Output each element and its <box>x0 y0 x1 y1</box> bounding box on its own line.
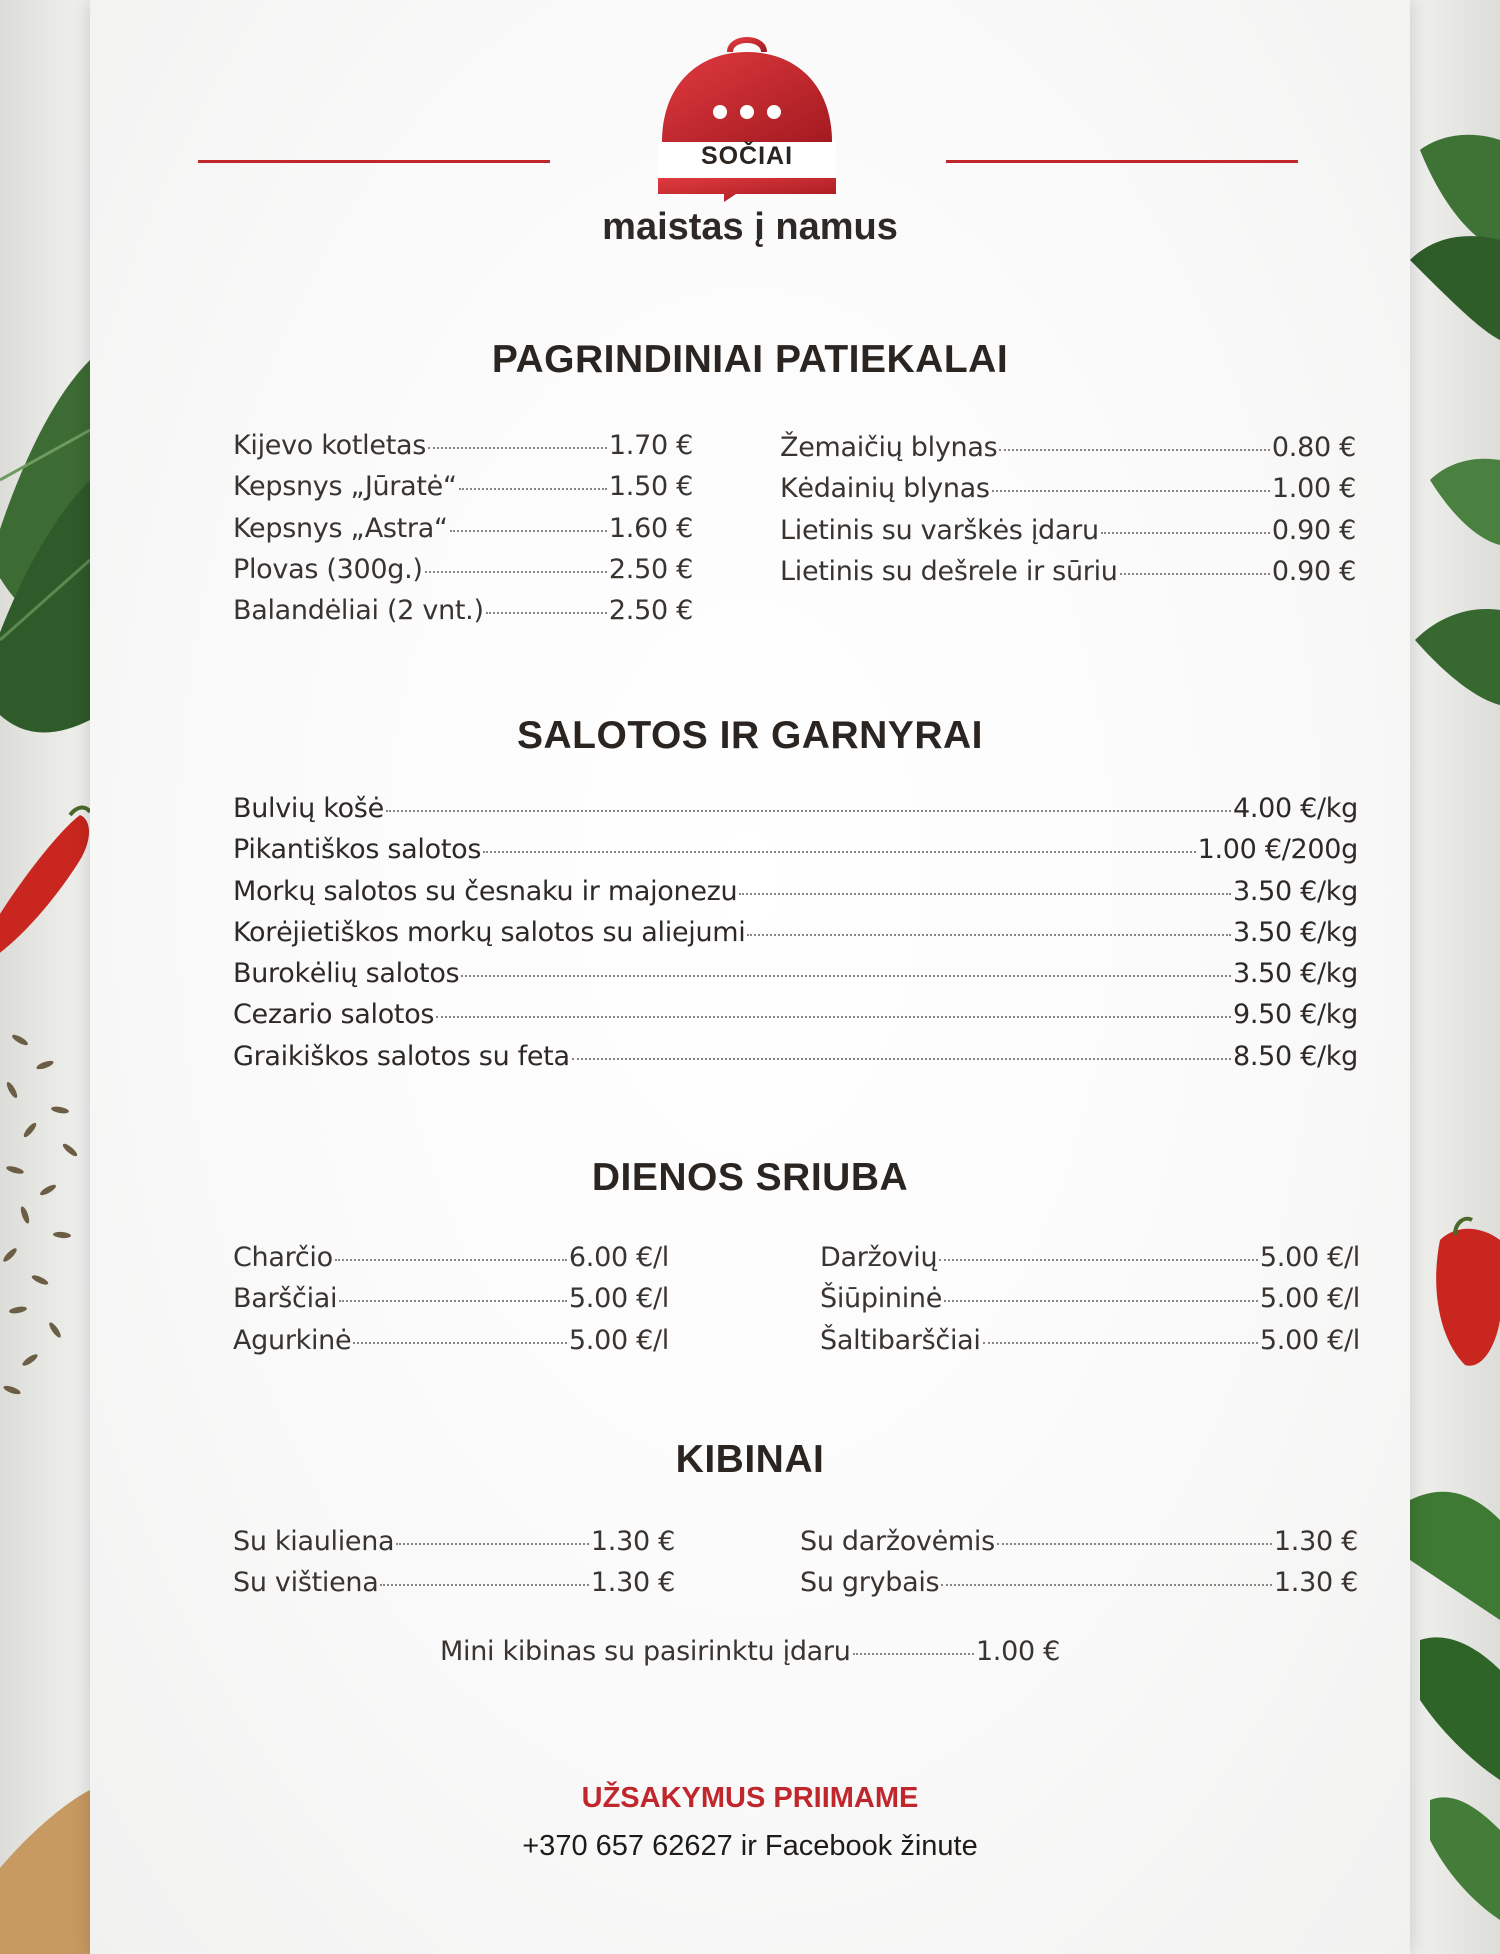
order-title: UŽSAKYMUS PRIIMAME <box>581 1782 919 1814</box>
item-price: 5.00 €/l <box>1259 1324 1360 1356</box>
item-name: Bulvių košė <box>233 793 384 824</box>
logo <box>658 30 836 202</box>
item-name: Su daržovėmis <box>800 1526 995 1557</box>
item-price: 6.00 €/l <box>568 1242 669 1273</box>
item-name: Morkų salotos su česnaku ir majonezu <box>233 875 738 907</box>
dot-leader <box>380 1584 588 1586</box>
item-price: 3.50 €/kg <box>1232 875 1358 907</box>
section-title-salads: SALOTOS IR GARNYRAI <box>517 714 983 757</box>
item-name: Žemaičių blynas <box>780 432 998 463</box>
dot-leader <box>461 975 1231 977</box>
item-price: 2.50 € <box>608 553 693 585</box>
menu-item <box>780 432 1356 473</box>
menu-item <box>233 1567 675 1608</box>
dot-leader <box>335 1259 567 1261</box>
dot-leader <box>353 1342 567 1344</box>
soups-right-column <box>820 1242 1360 1366</box>
menu-item <box>233 595 693 636</box>
section-title-kibinai: KIBINAI <box>675 1438 825 1481</box>
dot-leader <box>486 612 607 614</box>
item-price: 1.30 € <box>1273 1567 1358 1599</box>
header-rule-left <box>198 160 550 163</box>
menu-page <box>90 0 1410 1954</box>
item-name: Mini kibinas su pasirinktu įdaru <box>440 1636 851 1667</box>
menu-item <box>233 1325 669 1366</box>
menu-item <box>233 958 1358 999</box>
dot-leader <box>999 449 1270 451</box>
menu-item <box>233 999 1358 1040</box>
item-name: Plovas (300g.) <box>233 553 423 585</box>
salads-list <box>233 793 1358 1082</box>
menu-item <box>780 556 1356 597</box>
item-price: 0.90 € <box>1271 555 1356 587</box>
item-name: Su kiauliena <box>233 1526 395 1557</box>
dot-leader <box>939 1259 1258 1261</box>
dot-leader <box>1101 532 1270 534</box>
dot-leader <box>450 530 607 532</box>
item-name: Su vištiena <box>233 1567 379 1599</box>
dot-leader <box>425 571 607 573</box>
kibinai-mini-row <box>440 1636 1060 1677</box>
dot-leader <box>853 1653 974 1655</box>
menu-item <box>780 515 1356 556</box>
dot-leader <box>436 1016 1231 1018</box>
menu-item <box>440 1636 1060 1677</box>
item-name: Korėjietiškos morkų salotos su aliejumi <box>233 916 746 948</box>
cloche-icon <box>658 30 836 202</box>
menu-item <box>233 876 1358 917</box>
dot-leader <box>483 851 1196 853</box>
menu-item <box>233 471 693 512</box>
menu-item <box>800 1567 1358 1608</box>
item-name: Lietinis su varškės įdaru <box>780 514 1099 546</box>
item-name: Kepsnys „Jūratė“ <box>233 471 457 503</box>
item-name: Burokėlių salotos <box>233 958 460 990</box>
dot-leader <box>396 1543 589 1545</box>
item-price: 1.30 € <box>1273 1526 1358 1557</box>
section-title-main-dishes: PAGRINDINIAI PATIEKALAI <box>491 338 1009 381</box>
menu-item <box>233 1283 669 1324</box>
menu-item <box>820 1242 1360 1283</box>
dot-leader <box>997 1543 1272 1545</box>
item-name: Šaltibarščiai <box>820 1324 981 1356</box>
item-name: Agurkinė <box>233 1324 352 1356</box>
item-name: Lietinis su dešrele ir sūriu <box>780 555 1118 587</box>
kibinai-left-column <box>233 1526 675 1609</box>
item-name: Cezario salotos <box>233 999 435 1031</box>
item-price: 1.30 € <box>590 1526 675 1557</box>
menu-item <box>233 1041 1358 1082</box>
item-name: Charčio <box>233 1242 333 1273</box>
dot-leader <box>1120 573 1270 575</box>
tagline: maistas į namus <box>602 206 898 248</box>
item-price: 3.50 €/kg <box>1232 916 1358 948</box>
item-price: 8.50 €/kg <box>1232 1040 1358 1072</box>
item-price: 1.00 €/200g <box>1197 834 1358 866</box>
item-name: Graikiškos salotos su feta <box>233 1040 570 1072</box>
kibinai-right-column <box>800 1526 1358 1609</box>
logo-text: SOČIAI <box>700 142 794 170</box>
item-price: 4.00 €/kg <box>1232 793 1358 824</box>
item-price: 9.50 €/kg <box>1232 999 1358 1031</box>
order-contact: +370 657 62627 ir Facebook žinute <box>522 1830 978 1862</box>
dot-leader <box>747 934 1230 936</box>
dot-leader <box>739 893 1231 895</box>
menu-item <box>820 1283 1360 1324</box>
item-name: Pikantiškos salotos <box>233 834 482 866</box>
item-name: Kėdainių blynas <box>780 473 990 505</box>
background-left-decor <box>0 0 90 1954</box>
item-price: 1.00 € <box>1271 473 1356 505</box>
item-price: 1.60 € <box>608 512 693 544</box>
main-dishes-right-column <box>780 432 1356 597</box>
dot-leader <box>339 1300 567 1302</box>
dot-leader <box>572 1058 1231 1060</box>
item-price: 1.50 € <box>608 471 693 503</box>
background-right-decor <box>1410 0 1500 1954</box>
menu-item <box>233 513 693 554</box>
item-name: Daržovių <box>820 1242 938 1273</box>
dot-leader <box>944 1300 1258 1302</box>
item-price: 5.00 €/l <box>568 1324 669 1356</box>
item-price: 0.90 € <box>1271 514 1356 546</box>
menu-item <box>800 1526 1358 1567</box>
item-price: 1.30 € <box>590 1567 675 1599</box>
item-name: Kepsnys „Astra“ <box>233 512 448 544</box>
item-price: 0.80 € <box>1271 432 1356 463</box>
item-price: 1.00 € <box>975 1636 1060 1667</box>
item-price: 3.50 €/kg <box>1232 958 1358 990</box>
soups-left-column <box>233 1242 669 1366</box>
menu-item <box>780 473 1356 514</box>
section-title-soups: DIENOS SRIUBA <box>591 1156 909 1199</box>
dot-leader <box>459 488 607 490</box>
menu-item <box>233 1526 675 1567</box>
item-name: Su grybais <box>800 1567 940 1599</box>
header-rule-right <box>946 160 1298 163</box>
item-name: Balandėliai (2 vnt.) <box>233 595 484 627</box>
dot-leader <box>386 810 1231 812</box>
menu-item <box>233 430 693 471</box>
menu-item <box>233 917 1358 958</box>
item-name: Barščiai <box>233 1283 338 1315</box>
item-price: 1.70 € <box>608 430 693 461</box>
menu-item <box>233 1242 669 1283</box>
item-price: 5.00 €/l <box>568 1283 669 1315</box>
menu-item <box>233 834 1358 875</box>
main-dishes-left-column <box>233 430 693 636</box>
item-name: Šiūpininė <box>820 1283 943 1315</box>
menu-item <box>233 793 1358 834</box>
dot-leader <box>983 1342 1258 1344</box>
dot-leader <box>428 447 607 449</box>
menu-item <box>820 1325 1360 1366</box>
dot-leader <box>992 490 1270 492</box>
dot-leader <box>941 1584 1272 1586</box>
item-price: 2.50 € <box>608 595 693 627</box>
item-name: Kijevo kotletas <box>233 430 426 461</box>
item-price: 5.00 €/l <box>1259 1283 1360 1315</box>
menu-item <box>233 554 693 595</box>
item-price: 5.00 €/l <box>1259 1242 1360 1273</box>
